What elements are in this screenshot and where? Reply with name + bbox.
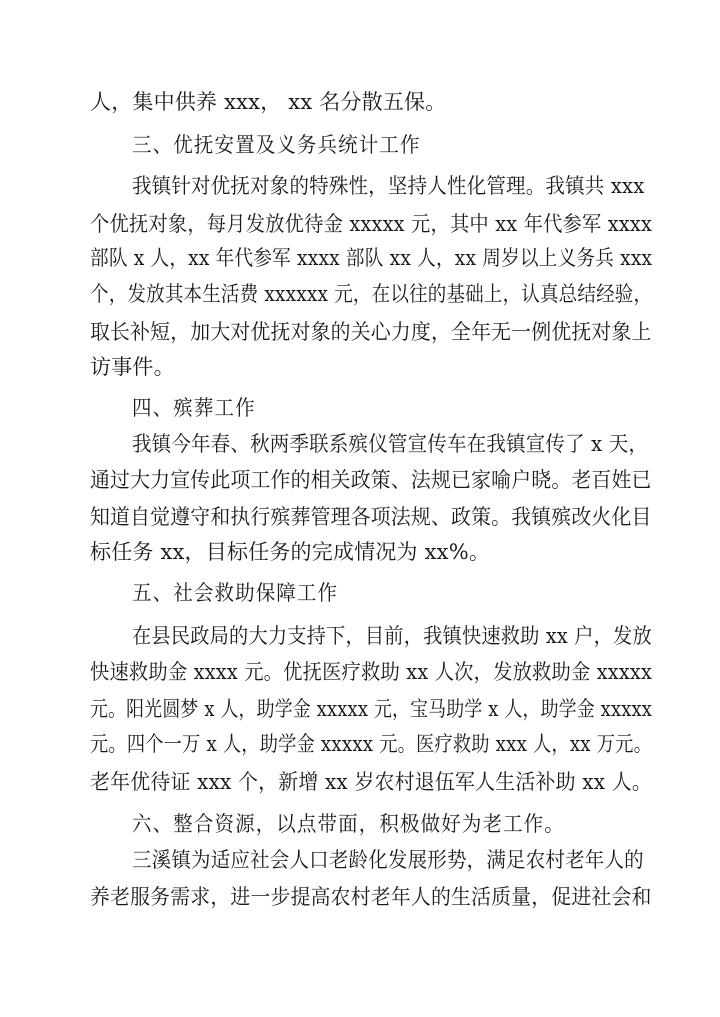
text-line: 养老服务需求，进一步提高农村老年人的生活质量，促进社会和 <box>90 885 652 909</box>
text-line: 知道自觉遵守和执行殡葬管理各项法规、政策。我镇殡改火化目 <box>90 505 652 529</box>
text-line: 元。阳光圆梦 x 人，助学金 xxxxx 元，宝马助学 x 人，助学金 xxxxx <box>90 697 653 721</box>
text-line: 快速救助金 xxxx 元。优抚医疗救助 xx 人次，发放救助金 xxxxx <box>90 660 653 684</box>
text-line: 老年优待证 xxx 个，新增 xx 岁农村退伍军人生活补助 xx 人。 <box>90 770 652 794</box>
text-line: 在县民政局的大力支持下，目前，我镇快速救助 xx 户，发放 <box>132 624 652 648</box>
section-heading-5: 五、社会救助保障工作 <box>132 581 339 605</box>
section-heading-4: 四、殡葬工作 <box>132 396 256 420</box>
section-heading-3: 三、优抚安置及义务兵统计工作 <box>132 133 421 157</box>
text-line: 人，集中供养 xxx， xx 名分散五保。 <box>90 90 447 114</box>
text-line: 我镇针对优抚对象的特殊性，坚持人性化管理。我镇共 xxx <box>132 174 645 198</box>
text-line: 个，发放其本生活费 xxxxxx 元，在以往的基础上，认真总结经验， <box>90 282 653 306</box>
text-line: 标任务 xx，目标任务的完成情况为 xx%。 <box>90 540 491 564</box>
text-line: 取长补短，加大对优抚对象的关心力度，全年无一例优抚对象上 <box>90 320 652 344</box>
text-line: 三溪镇为适应社会人口老龄化发展形势，满足农村老年人的 <box>132 848 644 872</box>
text-line: 通过大力宣传此项工作的相关政策、法规已家喻户晓。老百姓已 <box>90 468 652 492</box>
text-line: 部队 x 人，xx 年代参军 xxxx 部队 xx 人，xx 周岁以上义务兵 xxx <box>90 246 653 270</box>
text-line: 我镇今年春、秋两季联系殡仪管宣传车在我镇宣传了 x 天， <box>132 432 649 456</box>
text-line: 元。四个一万 x 人，助学金 xxxxx 元。医疗救助 xxx 人，xx 万元。 <box>90 732 652 756</box>
text-line: 个优抚对象，每月发放优待金 xxxxx 元，其中 xx 年代参军 xxxx <box>90 212 653 236</box>
section-heading-6: 六、整合资源，以点带面，积极做好为老工作。 <box>132 812 565 836</box>
text-line: 访事件。 <box>90 355 175 379</box>
